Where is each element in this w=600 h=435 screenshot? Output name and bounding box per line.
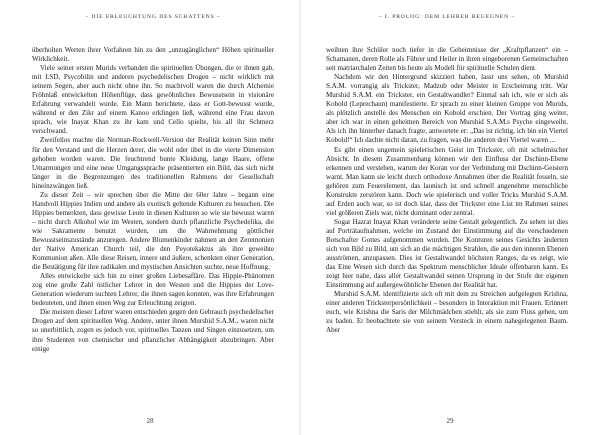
paragraph: Alles entwickelte sich hin zu einer großen Liebesaffäre. Das Hippie-Phänomen zog eine große Zahl östlicher Lehrer in den Westen und die Hippies der Love-Generation wiederum suchten Lehrer, die ihnen sagen konnten, was ihre Erfahrungen bedeuteten, und ihnen einen Weg zur Erleuchtung zeigten. [32,272,274,308]
paragraph: Es gibt einen ungemein spielerischen Geist im Trickster, oft mit schelmischer Absicht. In diesem Zusammenhang können wir den Einfluss der Dschinn-Ebene erkennen und verstehen, warum der Koran vor der Verbindung mit Dschinn-Geistern warnt. Man kann sie leicht durch orthodoxe Annahmen über die Realität fesseln, sie gehören zum Feuerelement, das launisch ist und schnell angenehme menschliche Konstrukte zerstören kann. Doch wie spielerisch und voller Tricks Murshid S.A.M. auf Erden auch war, so ist doch klar, dass der Trickster eine List im Rahmen seines viel größeren Ziels war, nicht dominant oder zentral. [326,145,568,217]
paragraph: Zu dieser Zeit – wir sprechen über die Mitte der 60er Jahre – begann eine Handvoll Hippies Indien und andere als exotisch geltende Kulturen zu besuchen. Die Hippies bemerkten, dass gewisse Leute in diesen Kulturen so wie sie bewusst waren – nicht durch Alkohol wie im Westen, sondern durch pflanzliche Psychedelika, die wie Sakramente benutzt wurden, um die Wahrnehmung göttlicher Bewusstseinszustände anzuregen. Andere Blumenkinder nahmen an den Zeremonien der Native American Church teil, die den Peyotekaktus als ihre geweihte Kommunion aßen. Alle diese Reisen, innere und äußere, schenkten einer Generation, die Bestätigung für ihre radikalen und mystischen Ansichten suchte, neue Hoffnung. [32,190,274,272]
paragraph: Sogar Hazrat Inayat Khan veränderte seine Gestalt gelegentlich. Zu sehen ist dies auf Porträtaufnahmen, welche im Zustand der Einstimmung auf die verschiedenen Botschafter Gottes aufgenommen wurden. Die Konturen seines Gesichts änderten sich von Bild zu Bild, um sich an die mächtigen Strahlen, die aus den inneren Ebenen ausströmen, anzupassen. Dies ist Gestaltwandel höchsten Ranges, da es zeigt, wie das Eine Wesen sich durch das Spektrum menschlicher Ideale offenbaren kann. Es zeigt hier nahe, dass aller Gestaltwandel seinen Ursprung in der Stufe der eigenen Einstimmung auf außergewöhnliche Ebenen der Realität hat. [326,217,568,290]
right-page [300,0,600,435]
paragraph: überholten Werten ihrer Vorfahren hin zu den „unzugänglichen“ Höhen spiritueller Wirklichkeit. [32,46,274,64]
running-head-left: – DIE ERLEUCHTUNG DES SCHATTENS – [85,14,221,20]
paragraph: weihten ihre Schüler noch tiefer in die Geheimnisse der „Kraftpflanzen“ ein – Schamanen, deren Rolle als Führer und Heiler in ihren eingeborenen Gemeinschaften seit matriarchalen Zeiten bis heute als Modell für spirituelle Schulen dient. [326,46,568,73]
paragraph: Zweifellos machte die Norman-Rockwell-Version der Realität keinen Sinn mehr für den Verstand und die Herzen derer, die wohl oder übel in die vierte Dimension gehoben worden waren. Die feuchtrend bunte Kleidung, lange Haare, offene Umarmungen und eine neue Umgangssprache präsentierten ein Bild, das sich nicht länger in die Begrenzungen des traditionellen Rahmens der Gesellschaft hineinzwängen ließ. [32,136,274,190]
page-number-left: 28 [146,417,154,425]
paragraph: Nachdem wir den Hintergrund skizziert haben, lasst uns sehen, ob Murshid S.A.M. vorrangig als Trickster, Madzub oder Meister in Erscheinung tritt. War Murshid S.A.M. ein Trickster, ein Gestaltwandler? Einmal sah ich, wie er sich als Kobold (Leprechaun) manifestierte. Er sprach zu einer kleinen Gruppe von Murids, als plötzlich anstelle des Menschen ein Kobold erschien. Der Vortrag ging weiter, aber ich war in einen geheimen Bereich von Murshid S.A.M.s Psyche eingeweiht. Als ich ihn hinterher danach fragte, antwortete er: „Das ist richtig, ich bin ein Viertel Kobold!“ Ich dachte nicht daran, zu fragen, was die anderen drei Viertel waren ... [326,73,568,145]
page-number-right: 29 [446,417,454,425]
left-page-body [32,46,274,399]
paragraph: Die meisten dieser Lehrer waren entschieden gegen den Gebrauch psychedelischer Drogen auf dem spirituellen Weg. Andere, unter ihnen Murshid S.A.M., waren nicht so unerbittlich, zogen es jedoch vor, spirituelles Tanzen und Singen einzusetzen, um ihre Studenten von chemischer und pflanzlicher Abhängigkeit abzubringen. Aber einige [32,308,274,353]
paragraph: Viele seiner ersten Murids verbanden die spirituellen Übungen, die er ihnen gab, mit LSD, Psycobilin und anderen psychedelischen Drogen – nicht wirklich mit seinem Segen, aber auch nicht ohne ihn. So machtvoll waren die durch Alchemie Fröhnlaß entwickelten Höhenflüge, dass gewöhnliches Bewusstsein in visionäre Erfahrung verwandelt wurde. Ein Mann berichtete, dass er Gott-bewusst wurde, während er den Zikr auf einem Kanoo erklingen ließ, während eine Frau davon sprach, wie Inayat Khan zu ihr kam und Cello spielte, bis all ihr Schmerz verschwand. [32,64,274,136]
running-head-right: – I. PROLOG: DEM LEHRER BEGEGNEN – [378,14,516,20]
right-page-body [326,46,568,399]
paragraph: Murshid S.A.M. identifizierte sich oft mit dem zu Streichen aufgelegten Krishna, einer anderen Tricksterpersönlichkeit – besonders in Interaktion mit Frauen. Erinnert euch, wie Krishna die Saris der Milchmädchen stiehlt, als sie zum Fluss gehen, um zu baden. Er beobachtete sie von seinem Versteck in einem nahegelegenen Baum. Aber [326,290,568,335]
